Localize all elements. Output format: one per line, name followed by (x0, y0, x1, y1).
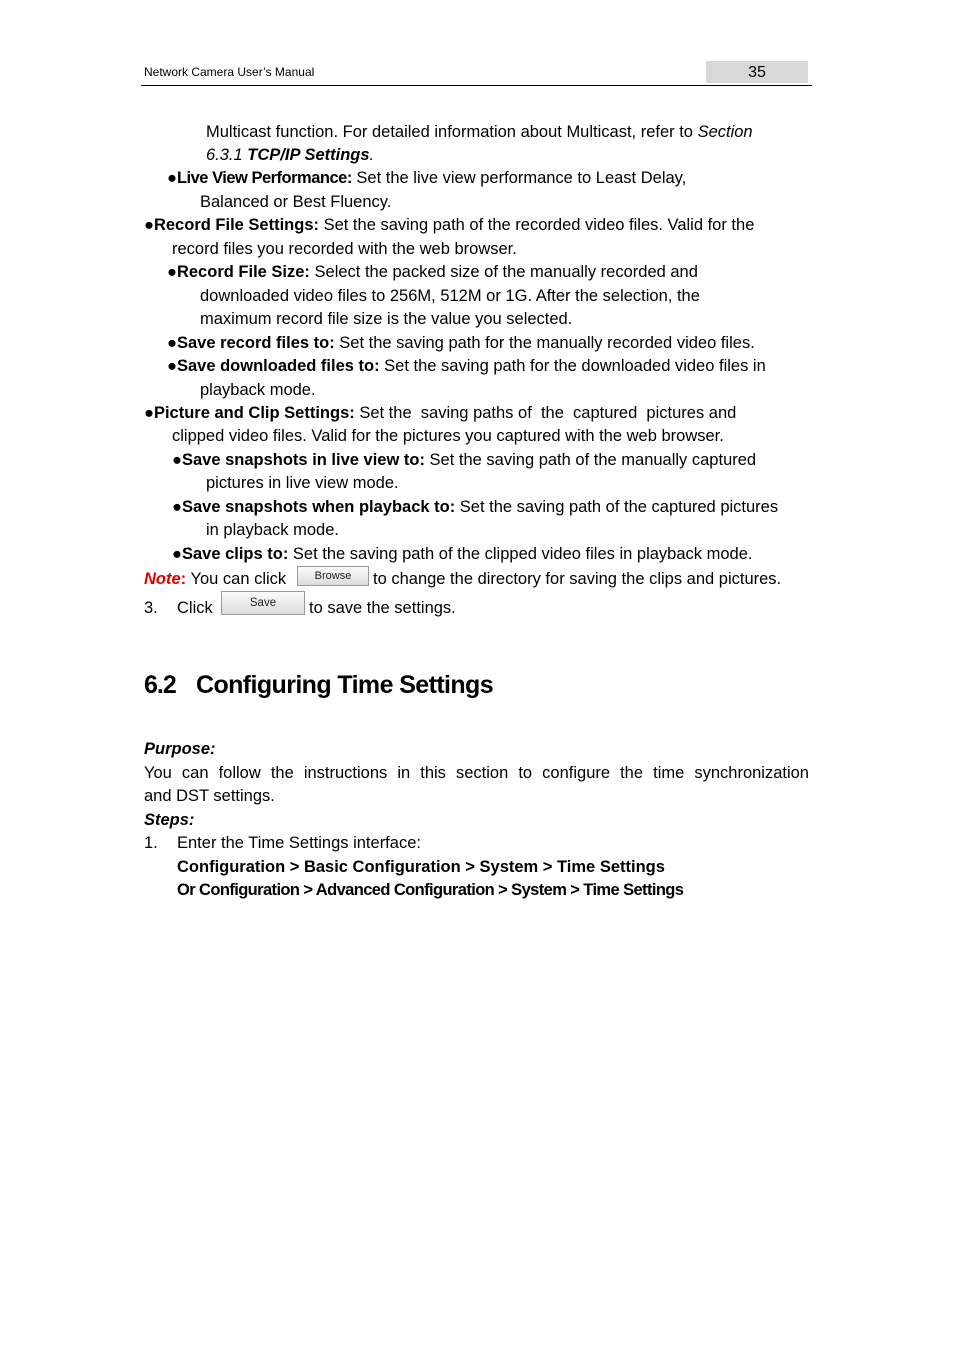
save-downloaded-files-line-2: playback mode. (200, 381, 316, 399)
purpose-line-2: and DST settings. (144, 787, 275, 805)
section-number: 6.2 (144, 671, 176, 699)
step-3-text-end: to save the settings. (309, 599, 456, 617)
header-rule (141, 85, 812, 86)
purpose-line-1: You can follow the instructions in this section to configure the time synchronization (144, 764, 809, 782)
save-snapshots-playback-label: Save snapshots when playback to: (181, 498, 456, 516)
save-clips-item: ●Save clips to: Set the saving path of the clipped video files in playback mode. (172, 545, 753, 563)
record-file-size-line-3: maximum record file size is the value you selected. (200, 310, 573, 328)
save-snapshots-live-item: ●Save snapshots in live view to: Set the saving path of the manually captured (172, 451, 757, 469)
step-1-number: 1. (144, 834, 158, 852)
record-file-size-item: ●Record File Size: Select the packed size of the manually recorded and (167, 263, 698, 281)
save-snapshots-live-label: Save snapshots in live view to: (181, 451, 425, 469)
menu-path-advanced: Or Configuration > Advanced Configuration > System > Time Settings (177, 881, 684, 899)
bullet-icon: ● (167, 169, 177, 187)
record-file-settings-label: Record File Settings: (153, 216, 319, 234)
section-title: Configuring Time Settings (196, 671, 494, 699)
save-record-files-item: ●Save record files to: Set the saving path for the manually recorded video files. (167, 334, 755, 352)
live-view-label: Live View Performance: (176, 169, 352, 187)
section-heading (144, 668, 493, 702)
steps-label: Steps: (144, 811, 195, 829)
live-view-performance-item: ●Live View Performance: Set the live view performance to Least Delay, (167, 169, 687, 187)
bullet-icon: ● (172, 498, 182, 516)
bullet-icon: ● (144, 216, 154, 234)
note-line-end: to change the directory for saving the clips and pictures. (373, 570, 782, 588)
picture-clip-settings-line-2: clipped video files. Valid for the pictures you captured with the web browser. (172, 427, 724, 445)
bullet-icon: ● (167, 334, 177, 352)
save-snapshots-playback-line-2: in playback mode. (206, 521, 339, 539)
browse-button[interactable]: Browse (297, 566, 369, 586)
record-file-settings-line-2: record files you recorded with the web browser. (172, 240, 517, 258)
bullet-icon: ● (144, 404, 154, 422)
multicast-line-2: 6.3.1 TCP/IP Settings. (206, 146, 375, 164)
save-snapshots-live-line-2: pictures in live view mode. (206, 474, 399, 492)
step-3-text-start: Click (177, 599, 213, 617)
menu-path-basic: Configuration > Basic Configuration > System > Time Settings (177, 858, 665, 876)
save-downloaded-files-label: Save downloaded files to: (176, 357, 380, 375)
bullet-icon: ● (172, 545, 182, 563)
page-number: 35 (706, 61, 808, 83)
purpose-label: Purpose: (144, 740, 216, 758)
multicast-text: Multicast function. For detailed information about Multicast, refer to (206, 123, 698, 141)
picture-clip-settings-item: ●Picture and Clip Settings: Set the saving paths of the captured pictures and (144, 404, 737, 422)
running-header-title: Network Camera User’s Manual (144, 65, 315, 79)
section-ref: Section (697, 123, 753, 141)
bullet-icon: ● (172, 451, 182, 469)
save-downloaded-files-item: ●Save downloaded files to: Set the saving path for the downloaded video files in (167, 357, 766, 375)
save-clips-label: Save clips to: (181, 545, 289, 563)
bullet-icon: ● (167, 357, 177, 375)
record-file-size-line-2: downloaded video files to 256M, 512M or 1G. After the selection, the (200, 287, 700, 305)
bullet-icon: ● (167, 263, 177, 281)
section-ref-title: TCP/IP Settings (247, 146, 370, 164)
record-file-size-label: Record File Size: (176, 263, 310, 281)
multicast-line-1 (206, 121, 753, 143)
save-button[interactable]: Save (221, 591, 305, 615)
live-view-line-2: Balanced or Best Fluency. (200, 193, 392, 211)
save-snapshots-playback-item: ●Save snapshots when playback to: Set the saving path of the captured pictures (172, 498, 779, 516)
step-1-text: Enter the Time Settings interface: (177, 834, 421, 852)
record-file-settings-item: ●Record File Settings: Set the saving path of the recorded video files. Valid for the (144, 216, 755, 234)
save-record-files-label: Save record files to: (176, 334, 335, 352)
step-3-number: 3. (144, 599, 158, 617)
picture-clip-settings-label: Picture and Clip Settings: (153, 404, 355, 422)
note-line-start: Note: You can click (144, 570, 287, 588)
section-ref-number: 6.3.1 (206, 146, 248, 164)
note-label: Note (144, 570, 181, 588)
